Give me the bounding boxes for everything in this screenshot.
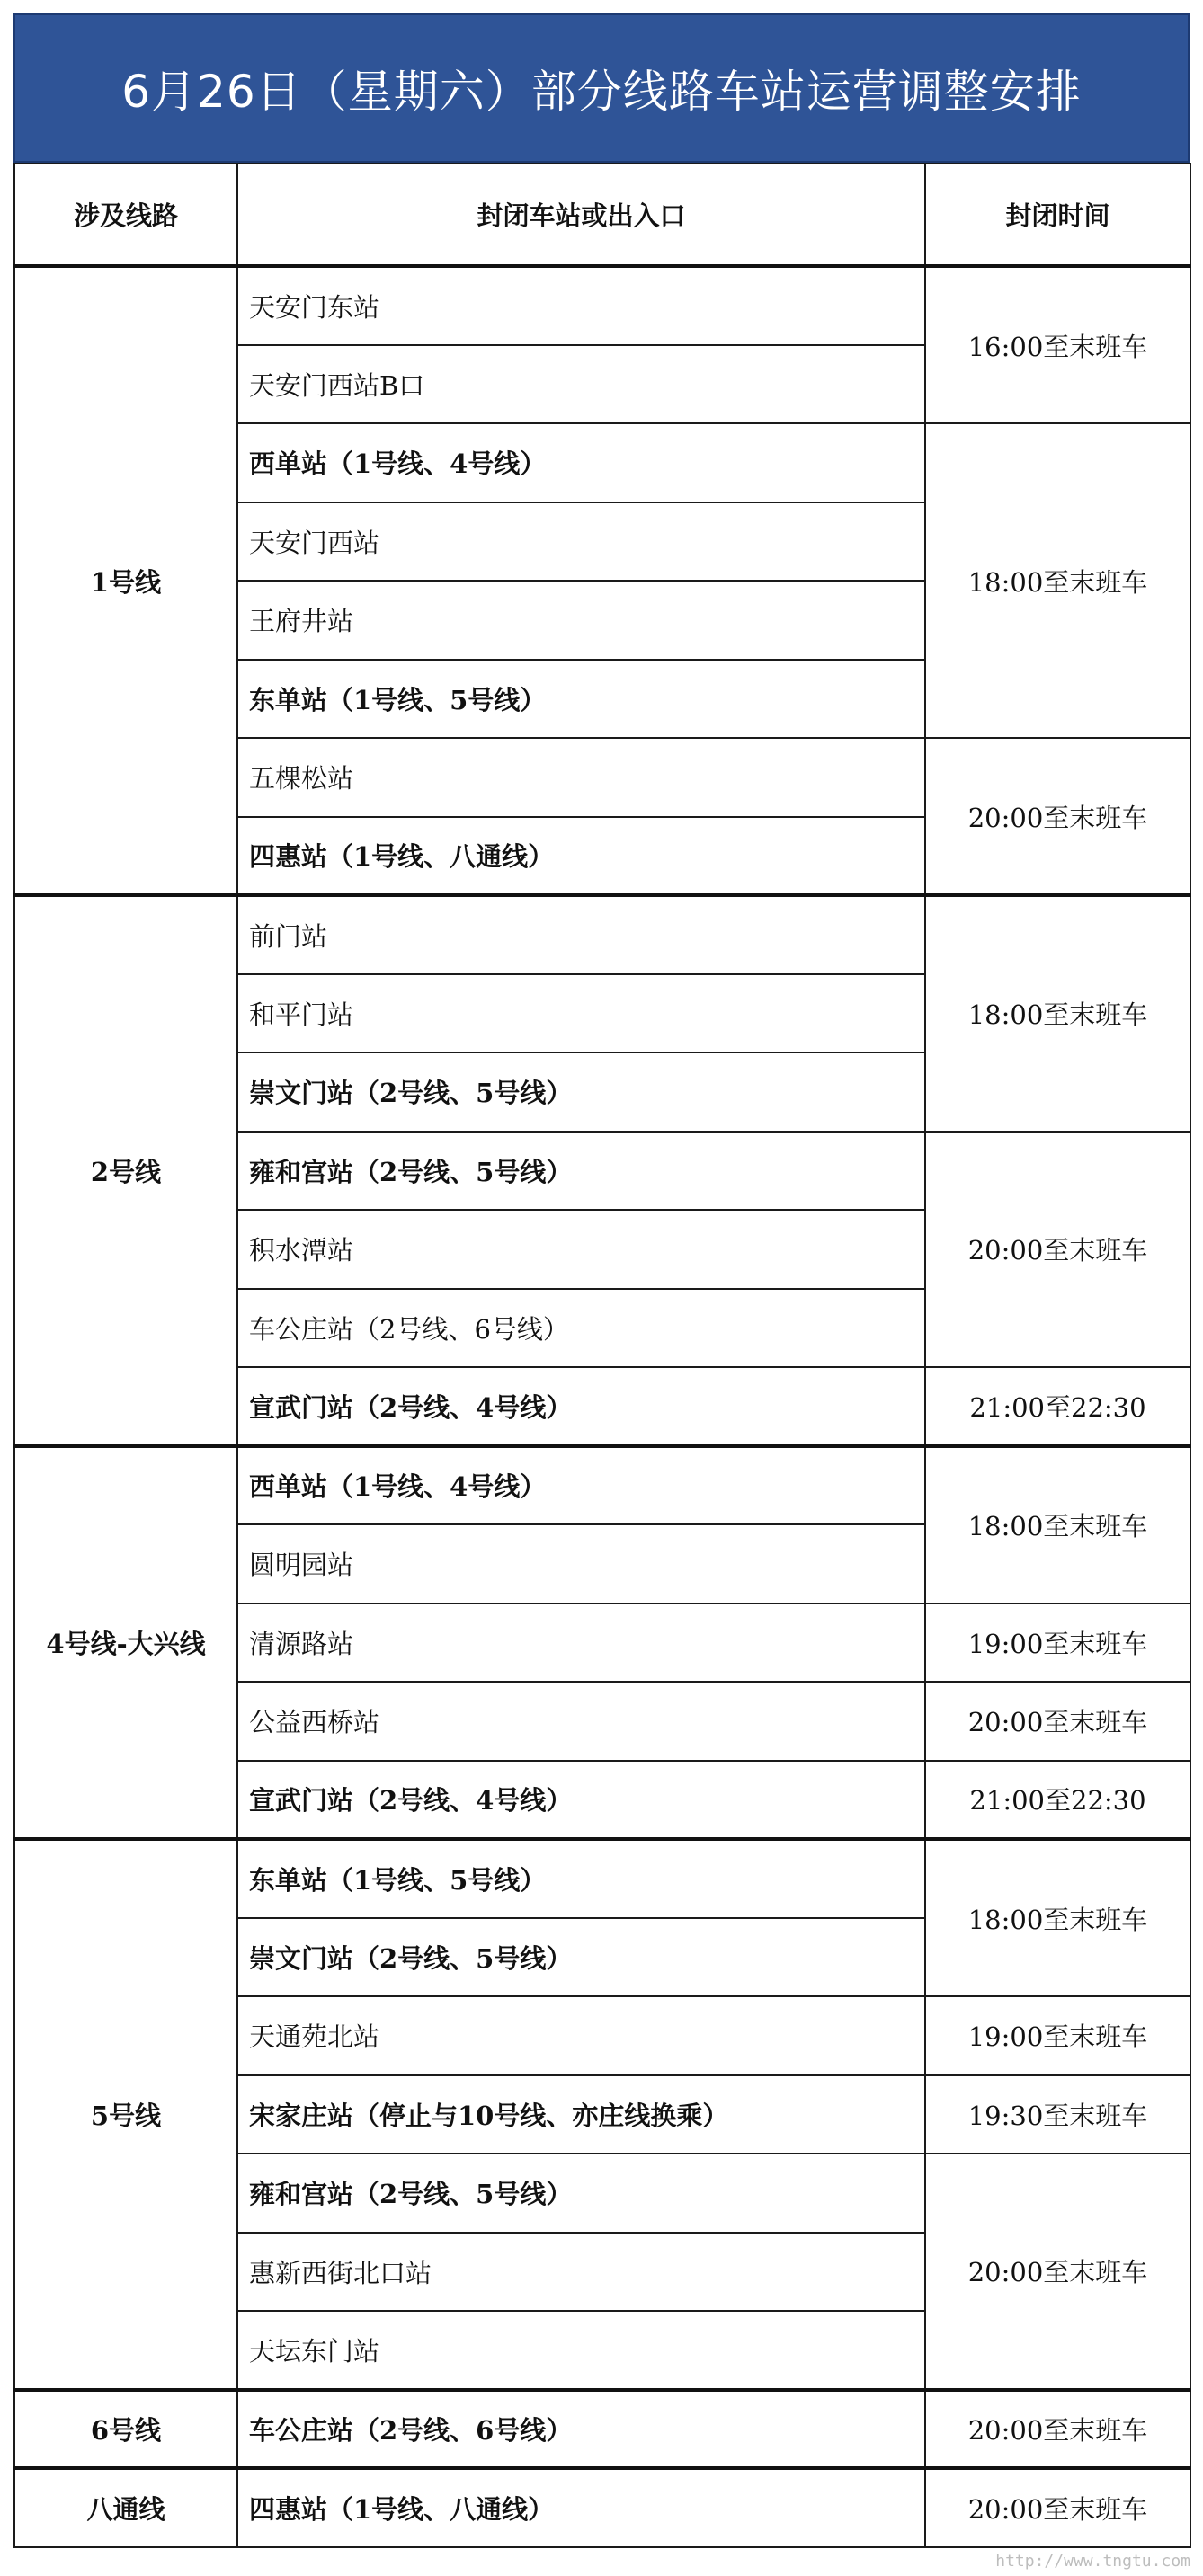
- station-cell: 西单站（1号线、4号线）: [237, 423, 925, 502]
- table-row: [14, 895, 1190, 974]
- station-cell: 东单站（1号线、5号线）: [237, 1839, 925, 1918]
- time-cell: 18:00至末班车: [925, 1446, 1190, 1603]
- page-title: 6月26日（星期六）部分线路车站运营调整安排: [13, 13, 1190, 163]
- watermark-text: http://www.tngtu.com: [995, 2552, 1190, 2571]
- time-cell: 20:00至末班车: [925, 1682, 1190, 1761]
- station-cell: 和平门站: [237, 974, 925, 1053]
- station-cell: 天安门西站B口: [237, 345, 925, 424]
- line-cell: 6号线: [14, 2390, 237, 2469]
- station-cell: 雍和宫站（2号线、5号线）: [237, 1132, 925, 1211]
- time-cell: 19:30至末班车: [925, 2075, 1190, 2154]
- station-cell: 四惠站（1号线、八通线）: [237, 817, 925, 896]
- table-row: [14, 1839, 1190, 1918]
- station-cell: 惠新西街北口站: [237, 2233, 925, 2312]
- station-cell: 宣武门站（2号线、4号线）: [237, 1367, 925, 1446]
- station-cell: 宋家庄站（停止与10号线、亦庄线换乘）: [237, 2075, 925, 2154]
- station-cell: 四惠站（1号线、八通线）: [237, 2468, 925, 2547]
- table-row: [14, 2390, 1190, 2469]
- time-cell: 20:00至末班车: [925, 2390, 1190, 2469]
- time-cell: 20:00至末班车: [925, 1132, 1190, 1368]
- time-cell: 18:00至末班车: [925, 1839, 1190, 1996]
- station-cell: 天坛东门站: [237, 2311, 925, 2390]
- station-cell: 崇文门站（2号线、5号线）: [237, 1918, 925, 1997]
- header-time: 封闭时间: [925, 164, 1190, 266]
- station-cell: 车公庄站（2号线、6号线）: [237, 2390, 925, 2469]
- station-cell: 天安门东站: [237, 266, 925, 345]
- time-cell: 16:00至末班车: [925, 266, 1190, 423]
- time-cell: 20:00至末班车: [925, 738, 1190, 895]
- schedule-table: [13, 163, 1191, 2548]
- header-station: 封闭车站或出入口: [237, 164, 925, 266]
- time-cell: 20:00至末班车: [925, 2154, 1190, 2390]
- station-cell: 雍和宫站（2号线、5号线）: [237, 2154, 925, 2233]
- station-cell: 公益西桥站: [237, 1682, 925, 1761]
- line-cell: 4号线-大兴线: [14, 1446, 237, 1840]
- table-row: [14, 1446, 1190, 1525]
- station-cell: 王府井站: [237, 581, 925, 660]
- line-cell: 1号线: [14, 266, 237, 895]
- station-cell: 东单站（1号线、5号线）: [237, 660, 925, 739]
- station-cell: 前门站: [237, 895, 925, 974]
- station-cell: 五棵松站: [237, 738, 925, 817]
- table-row: [14, 266, 1190, 345]
- station-cell: 崇文门站（2号线、5号线）: [237, 1053, 925, 1132]
- station-cell: 圆明园站: [237, 1524, 925, 1603]
- station-cell: 清源路站: [237, 1603, 925, 1683]
- time-cell: 21:00至22:30: [925, 1761, 1190, 1840]
- time-cell: 18:00至末班车: [925, 895, 1190, 1132]
- time-cell: 19:00至末班车: [925, 1603, 1190, 1683]
- line-cell: 八通线: [14, 2468, 237, 2547]
- time-cell: 21:00至22:30: [925, 1367, 1190, 1446]
- schedule-body: [14, 266, 1190, 2547]
- header-row: [14, 164, 1190, 266]
- station-cell: 宣武门站（2号线、4号线）: [237, 1761, 925, 1840]
- station-cell: 天通苑北站: [237, 1996, 925, 2075]
- time-cell: 19:00至末班车: [925, 1996, 1190, 2075]
- station-cell: 车公庄站（2号线、6号线）: [237, 1289, 925, 1368]
- station-cell: 积水潭站: [237, 1210, 925, 1289]
- line-cell: 2号线: [14, 895, 237, 1446]
- line-cell: 5号线: [14, 1839, 237, 2390]
- time-cell: 18:00至末班车: [925, 423, 1190, 738]
- time-cell: 20:00至末班车: [925, 2468, 1190, 2547]
- schedule-sheet: [13, 13, 1190, 2548]
- station-cell: 西单站（1号线、4号线）: [237, 1446, 925, 1525]
- station-cell: 天安门西站: [237, 502, 925, 582]
- table-row: [14, 2468, 1190, 2547]
- header-line: 涉及线路: [14, 164, 237, 266]
